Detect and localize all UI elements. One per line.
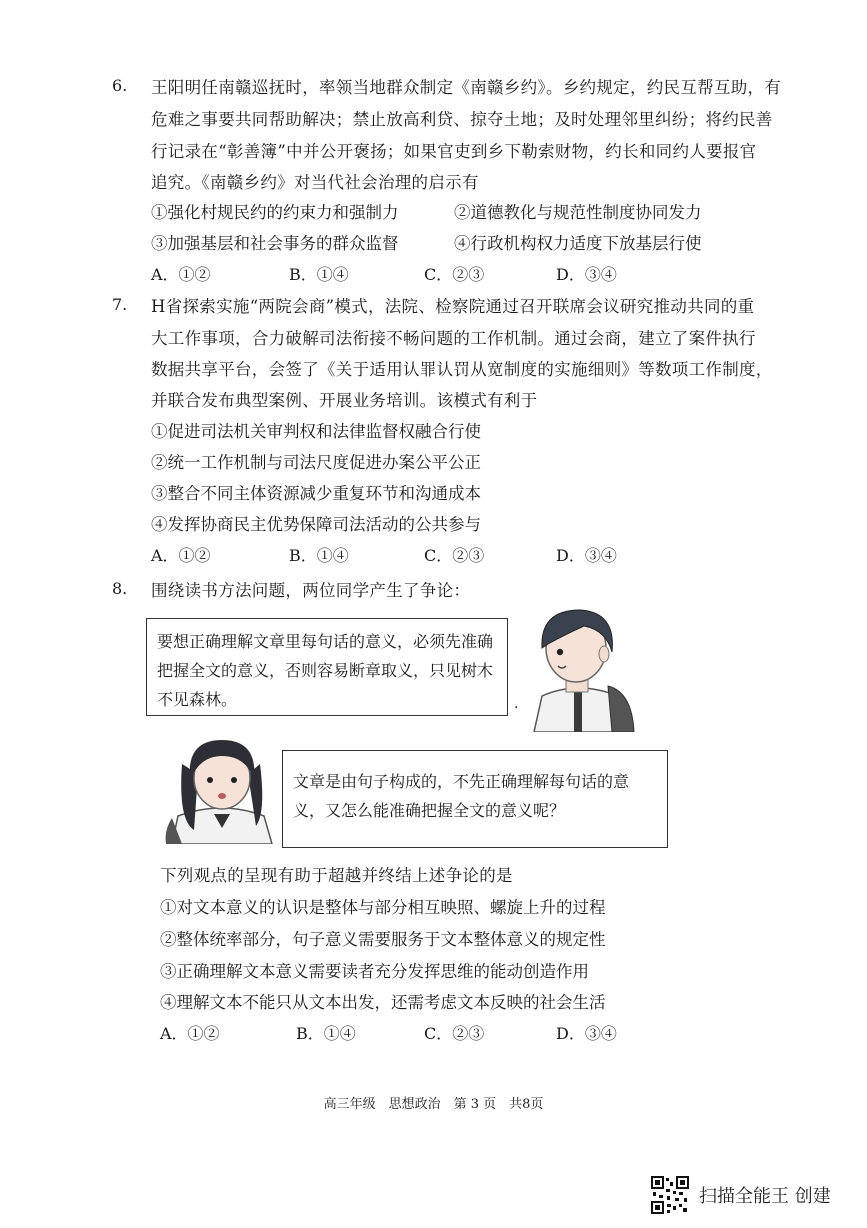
scanner-watermark	[651, 1172, 851, 1218]
scanner-label: 扫描全能王 创建	[699, 1186, 831, 1207]
page-footer: 高三年级 思想政治 第 3 页 共8页	[323, 1097, 544, 1112]
choice-d: D．③④	[556, 265, 617, 284]
question-number: 6.	[112, 76, 128, 95]
question-text-line: 大工作事项，合力破解司法衔接不畅问题的工作机制。通过会商，建立了案件执行	[151, 329, 756, 348]
choice-c: C．②③	[424, 546, 485, 565]
speech-bubble-girl: 文章是由句子构成的，不先正确理解每句话的意义，又怎么能准确把握全文的意义呢？	[282, 750, 668, 848]
choice-a: A．①②	[151, 546, 211, 565]
choice-c: C．②③	[424, 265, 485, 284]
student-girl-illustration	[164, 734, 280, 844]
choice-d: D．③④	[556, 1024, 617, 1043]
speech-bubble-boy: 要想正确理解文章里每句话的意义，必须先准确把握全文的意义，否则容易断章取义，只见树木不见森林。	[146, 618, 508, 716]
option-3: ③正确理解文本意义需要读者充分发挥思维的能动创造作用	[160, 962, 589, 981]
choice-d: D．③④	[556, 546, 617, 565]
question-text-line: 追究。《南赣乡约》对当代社会治理的启示有	[151, 173, 479, 192]
option-2: ②道德教化与规范性制度协同发力	[454, 203, 702, 222]
question-text-line: 数据共享平台，会签了《关于适用认罪认罚从宽制度的实施细则》等数项工作制度，	[151, 360, 773, 379]
choice-b: B．①④	[296, 1024, 356, 1043]
choice-c: C．②③	[424, 1024, 485, 1043]
option-1: ①强化村规民约的约束力和强制力	[151, 203, 399, 222]
option-4: ④理解文本不能只从文本出发，还需考虑文本反映的社会生活	[160, 993, 606, 1012]
question-prompt: 下列观点的呈现有助于超越并终结上述争论的是	[160, 866, 513, 885]
question-text-line: 并联合发布典型案例、开展业务培训。该模式有利于	[151, 391, 538, 410]
question-number: 8.	[112, 579, 128, 598]
option-3: ③加强基层和社会事务的群众监督	[151, 234, 399, 253]
qr-code-icon	[651, 1176, 689, 1214]
choice-a: A．①②	[151, 265, 211, 284]
question-text-line: H省探索实施“两院会商”模式，法院、检察院通过召开联席会议研究推动共同的重	[151, 297, 755, 316]
choice-b: B．①④	[289, 265, 349, 284]
option-2: ②整体统率部分，句子意义需要服务于文本整体意义的规定性	[160, 930, 606, 949]
option-4: ④行政机构权力适度下放基层行使	[454, 234, 702, 253]
option-2: ②统一工作机制与司法尺度促进办案公平公正	[151, 453, 481, 472]
question-text-line: 行记录在“彰善簿”中并公开褒扬；如果官吏到乡下勒索财物，约长和同约人要报官	[151, 142, 757, 161]
question-text-line: 危难之事要共同帮助解决；禁止放高利贷、掠夺土地；及时处理邻里纠纷；将约民善	[151, 110, 773, 129]
question-text-line: 围绕读书方法问题，两位同学产生了争论：	[151, 581, 471, 600]
option-4: ④发挥协商民主优势保障司法活动的公共参与	[151, 515, 481, 534]
student-boy-illustration	[514, 604, 642, 732]
question-number: 7.	[112, 295, 128, 314]
stray-mark: ·	[514, 700, 519, 716]
option-1: ①促进司法机关审判权和法律监督权融合行使	[151, 422, 481, 441]
option-1: ①对文本意义的认识是整体与部分相互映照、螺旋上升的过程	[160, 898, 606, 917]
option-3: ③整合不同主体资源减少重复环节和沟通成本	[151, 484, 481, 503]
question-text-line: 王阳明任南赣巡抚时，率领当地群众制定《南赣乡约》。乡约规定，约民互帮互助，有	[151, 78, 782, 97]
choice-b: B．①④	[289, 546, 349, 565]
choice-a: A．①②	[160, 1024, 220, 1043]
